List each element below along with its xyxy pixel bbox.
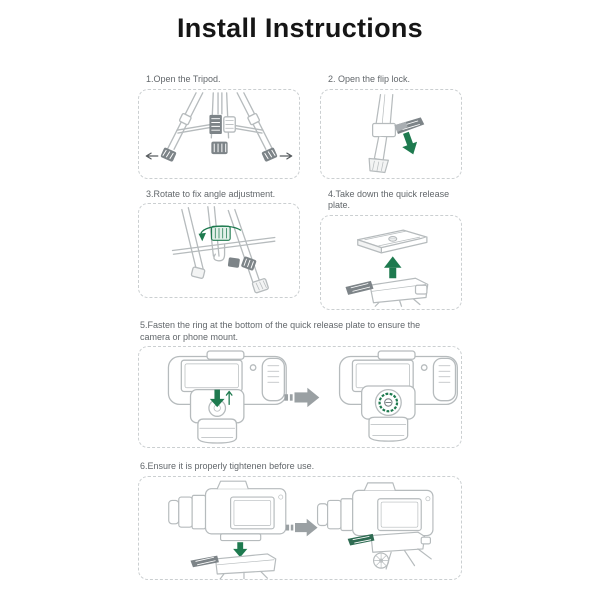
flip-lock-illustration bbox=[321, 90, 461, 178]
steps-content bbox=[138, 74, 462, 580]
step-3 bbox=[138, 189, 300, 310]
angle-adjustment-illustration bbox=[139, 204, 299, 297]
camera-mounting bbox=[169, 481, 286, 579]
arrow-right-icon bbox=[280, 153, 291, 159]
center-clamp bbox=[209, 115, 221, 134]
green-up-arrow-icon bbox=[384, 256, 402, 278]
steps-row-1 bbox=[138, 74, 462, 179]
step-5-label: 5.Fasten the ring at the bottom of the quick release plate to ensure the camera or phone mount. bbox=[140, 320, 421, 342]
green-down-arrow-icon bbox=[398, 130, 421, 157]
step-5 bbox=[138, 320, 462, 448]
step-3-panel bbox=[138, 203, 300, 298]
arrow-right-icon bbox=[284, 388, 319, 407]
step-3-label: 3.Rotate to fix angle adjustment. bbox=[146, 188, 276, 199]
step-4-panel bbox=[320, 215, 462, 310]
step-4 bbox=[320, 189, 462, 310]
camera-mounted-locked bbox=[318, 483, 433, 569]
step-2-panel bbox=[320, 89, 462, 179]
tripod-head bbox=[370, 278, 428, 306]
flip-lock-lever bbox=[395, 117, 425, 134]
step-6-panel bbox=[138, 476, 462, 580]
leg-foot bbox=[369, 158, 388, 172]
step-1-label: 1.Open the Tripod. bbox=[146, 74, 221, 84]
arrow-left-icon bbox=[146, 153, 157, 159]
tripod-open-illustration bbox=[139, 90, 299, 178]
step-1-panel bbox=[138, 89, 300, 179]
step-1 bbox=[138, 74, 300, 179]
page-title: Install Instructions bbox=[176, 13, 424, 43]
camera-bottom-after bbox=[340, 351, 458, 441]
step-2 bbox=[320, 74, 462, 179]
quick-release-plate bbox=[358, 230, 427, 253]
quick-release-plate-illustration bbox=[321, 216, 461, 309]
steps-row-2 bbox=[138, 189, 462, 310]
step-5-panel bbox=[138, 346, 462, 448]
step-2-label: 2. Open the flip lock. bbox=[328, 74, 411, 84]
step-6-label: 6.Ensure it is properly tightenen before use. bbox=[140, 461, 315, 472]
tighten-check-illustration bbox=[139, 477, 461, 579]
step-6 bbox=[138, 461, 462, 580]
tripod-feet bbox=[160, 141, 278, 161]
green-down-arrow-icon bbox=[233, 542, 247, 557]
step-4-label: 4.Take down the quick release plate. bbox=[328, 188, 450, 211]
fasten-ring-illustration bbox=[139, 347, 461, 447]
camera-bottom-before bbox=[168, 351, 286, 443]
arrow-right-icon bbox=[286, 519, 318, 537]
